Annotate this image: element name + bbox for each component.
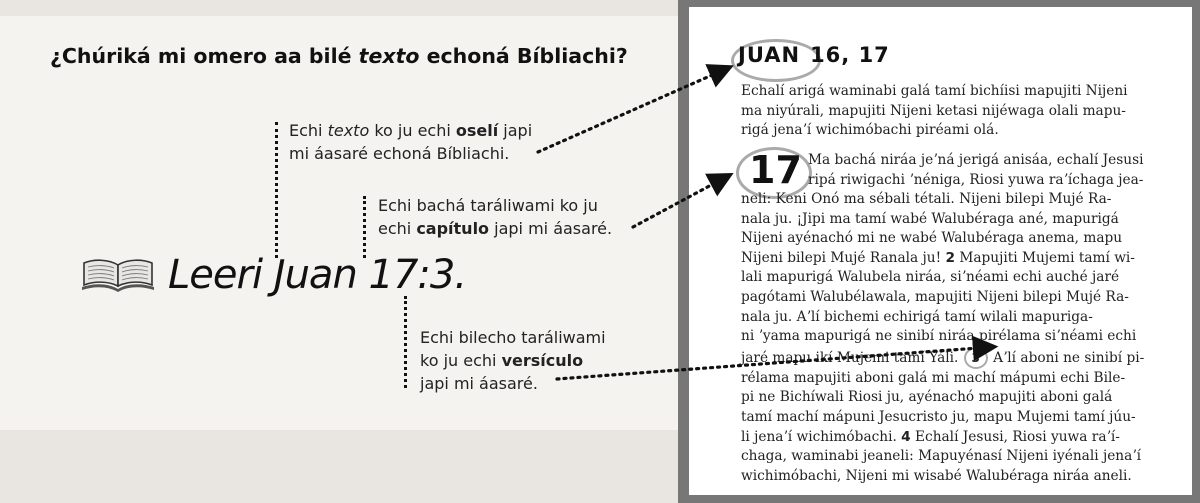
text-line: ripá riwigachi ʼnéniga, Riosi yuwa raʼíchaga jea- (808, 171, 1144, 188)
chapter-range: 16, 17 (810, 43, 890, 67)
verse-number: 2 (945, 249, 955, 266)
reference-text: Leeri Juan 17:3. (168, 252, 467, 298)
verse-number: 4 (901, 428, 911, 445)
text-line: lali mapurigá Walubela niráa, siʼnéami echi auché jaré (741, 269, 1120, 286)
verse-note-line1: Echi bilecho taráliwami (420, 328, 606, 347)
text-line: Nijeni bilepi Mujé Ranala ju! 2 Mapujiti Mujemi tamí wi- (741, 249, 1135, 266)
question-prefix: ¿Chúriká mi omero aa bilé (50, 44, 359, 68)
verse-note-line3: japi mi áasaré. (420, 374, 538, 393)
text-line: ni ʼyama mapurigá ne sinibí niráa pirélama siʼnéami echi (741, 328, 1137, 345)
chapter-note-line1: Echi bachá taráliwami ko ju (378, 196, 598, 215)
text-line: Nijeni ayénachó mi ne wabé Walubéraga anema, mapu (741, 230, 1123, 247)
text-note-line1: Echi texto ko ju echi oselí japi (289, 121, 533, 140)
chapter-number: 17 (749, 148, 802, 192)
arrow-to-chapter-number (633, 176, 728, 227)
text-line: li jenaʼí wichimóbachi. 4 Echalí Jesusi, Riosi yuwa raʼí- (741, 428, 1120, 445)
book-name: JUAN (738, 43, 801, 67)
text-line: rigá jenaʼí wichimóbachi piréami olá. (741, 122, 999, 139)
text-line: tamí machí mápuni Jesucristo ju, mapu Mujemi tamí júu- (741, 408, 1136, 425)
verse-number-highlight: 3 (964, 347, 988, 369)
arrow-to-verse-number (557, 347, 992, 379)
text-line: pi ne Bichíwali Riosi ju, ayénachó mapujiti aboni galá (741, 389, 1113, 406)
question-italic: texto (358, 44, 420, 68)
chapter-note-line2: echi capítulo japi mi áasaré. (378, 219, 613, 238)
arrow-to-book-title (538, 68, 728, 152)
text-line: nala ju. Aʼlí bichemi echirigá tamí wilali mapuriga- (741, 308, 1093, 325)
text-line: rélama mapujiti aboni galá mi machí mápumi echi Bile- (741, 369, 1126, 386)
text-line: neli: Keni Onó ma sébali tétali. Nijeni bilepi Mujé Ra- (741, 191, 1112, 207)
text-line: ma niyúrali, mapujiti Nijeni ketasi nijéwaga olali mapu- (741, 102, 1126, 119)
text-line: jaré mapu ikí Mujemi tamí Yáli. 3 Aʼlí aboni ne sinibí pi- (741, 347, 1144, 369)
text-line: pagótami Walubélawala, mapujiti Nijeni bilepi Mujé Ra- (741, 288, 1129, 305)
text-note-line2: mi áasaré echoná Bíbliachi. (289, 144, 510, 163)
verse-note-line2: ko ju echi versículo (420, 351, 584, 370)
text-line: Ma bachá niráa jeʼná jerigá anisáa, echalí Jesusi (808, 152, 1144, 168)
text-line: nala ju. ¡Jipi ma tamí wabé Walubéraga ané, mapurigá (741, 210, 1119, 227)
text-line: Echalí arigá waminabi galá tamí bichíisi mapujiti Nijeni (741, 83, 1128, 99)
question-suffix: echoná Bíbliachi? (419, 44, 628, 68)
text-line: wichimóbachi, Nijeni mi wisabé Walubéraga niráa aneli. (741, 467, 1132, 484)
text-line: chaga, waminabi jeaneli: Mapuyénasí Nijeni iyénali jenaʼí (741, 448, 1141, 465)
